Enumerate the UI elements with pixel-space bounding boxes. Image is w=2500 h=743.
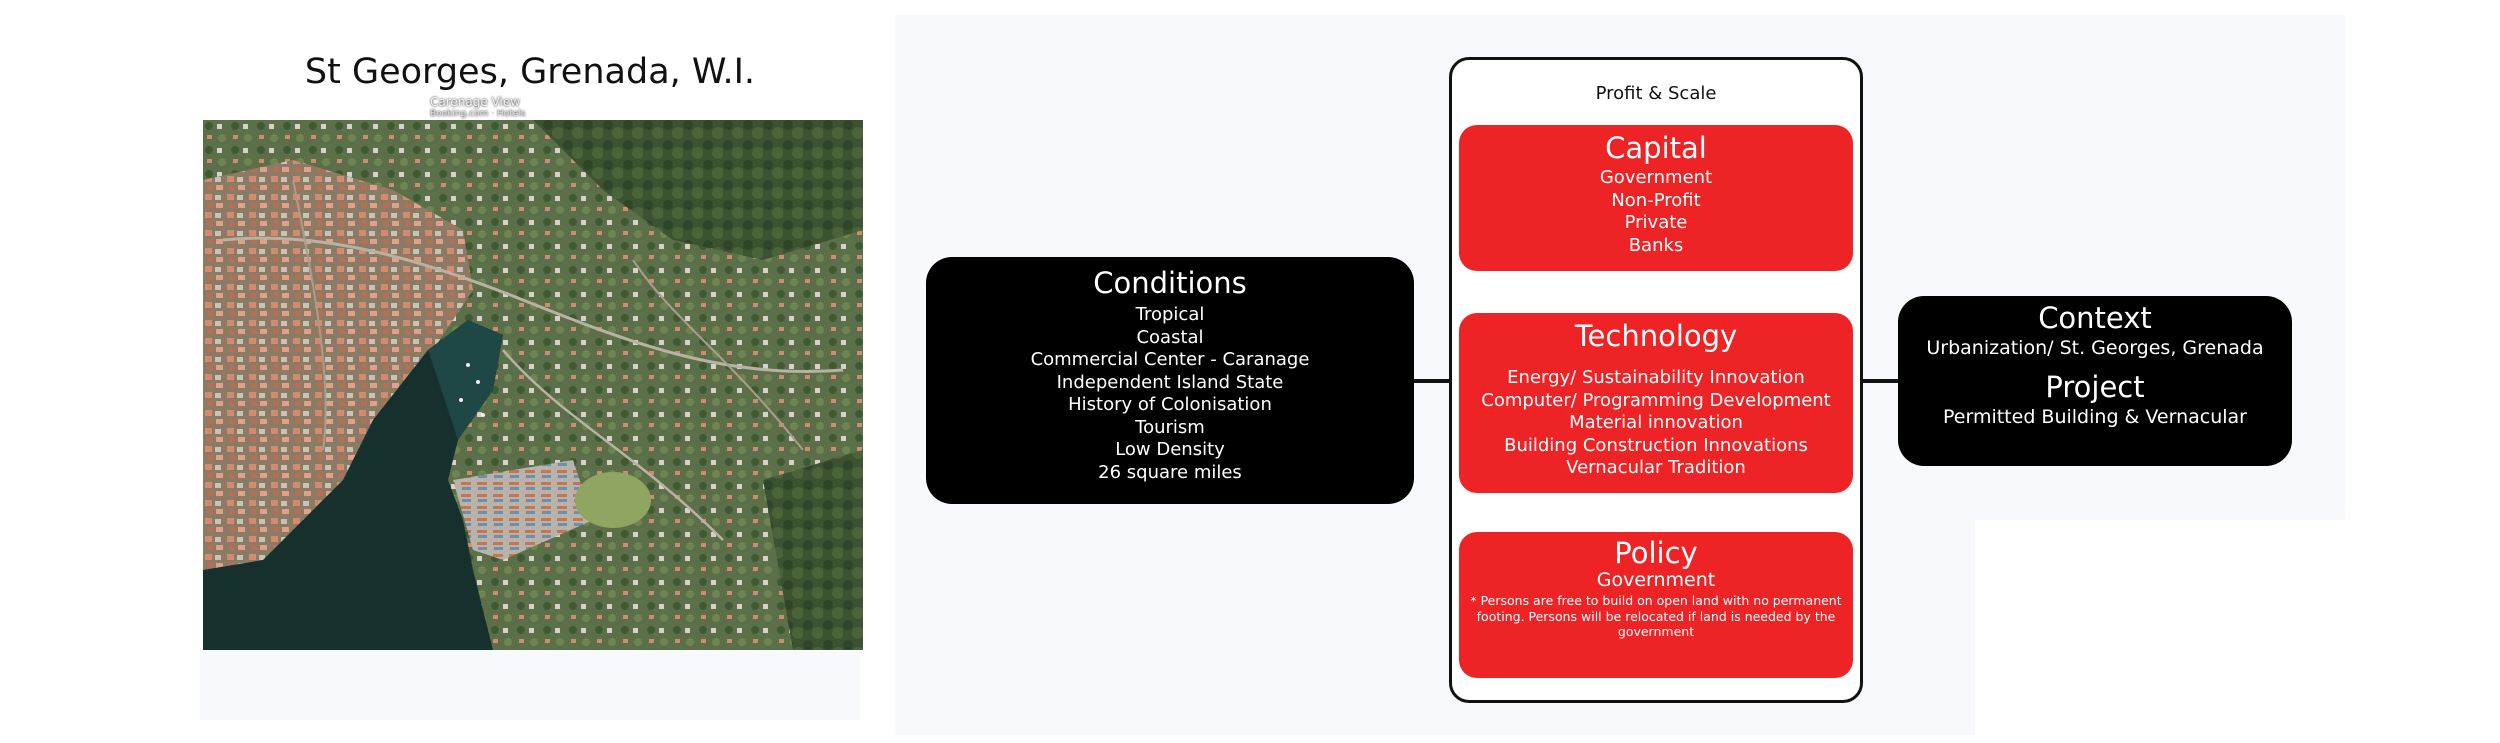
- capital-item: Non-Profit: [1611, 189, 1701, 211]
- technology-title: Technology: [1574, 319, 1738, 353]
- conditions-item: 26 square miles: [1098, 461, 1242, 483]
- conditions-item: Coastal: [1136, 326, 1204, 348]
- technology-item: Vernacular Tradition: [1566, 457, 1746, 478]
- technology-item: Computer/ Programming Development: [1481, 389, 1831, 411]
- capital-item: Banks: [1628, 234, 1684, 256]
- policy-subtitle: Government: [1596, 569, 1716, 591]
- policy-title: Policy: [1614, 536, 1698, 570]
- map-title: St Georges, Grenada, W.I.: [304, 52, 756, 92]
- capital-item: Government: [1599, 167, 1713, 188]
- technology-item: Energy/ Sustainability Innovation: [1507, 367, 1805, 388]
- context-text: Urbanization/ St. Georges, Grenada: [1926, 337, 2264, 359]
- conditions-item: History of Colonisation: [1068, 394, 1272, 415]
- conditions-title: Conditions: [1093, 266, 1247, 300]
- capital-box: [1459, 125, 1853, 271]
- policy-note: * Persons are free to build on open land with no permanent footing. Persons will be relocated if land is needed by the government: [1470, 593, 1842, 639]
- technology-box: [1459, 313, 1853, 493]
- capital-item: Private: [1624, 212, 1688, 233]
- conditions-item: Low Density: [1115, 439, 1225, 460]
- context-box: [1898, 296, 2292, 466]
- map-place-label-name: Carenage View: [430, 95, 521, 109]
- conditions-item: Tourism: [1135, 416, 1205, 438]
- project-title: Project: [2045, 370, 2145, 404]
- conditions-item: Commercial Center - Caranage: [1030, 349, 1310, 370]
- background-panel-left: [200, 650, 860, 720]
- project-text: Permitted Building & Vernacular: [1943, 406, 2247, 428]
- connector-frame-context: [1863, 379, 1898, 383]
- capital-title: Capital: [1605, 131, 1707, 165]
- technology-item: Material innovation: [1569, 412, 1743, 433]
- conditions-box: [926, 257, 1414, 504]
- conditions-list: [926, 304, 1414, 484]
- map-place-label-sub: Booking.com · Hotels: [430, 109, 526, 119]
- profit-scale-title: Profit & Scale: [1595, 83, 1717, 104]
- technology-list: [1459, 367, 1853, 480]
- connector-conditions-frame: [1414, 379, 1449, 383]
- context-title: Context: [2038, 301, 2152, 335]
- technology-item: Building Construction Innovations: [1504, 434, 1808, 456]
- aerial-map-image: [203, 120, 863, 650]
- policy-box: [1459, 532, 1853, 678]
- map-place-label: [430, 96, 570, 120]
- conditions-item: Independent Island State: [1056, 371, 1284, 393]
- capital-list: [1459, 167, 1853, 257]
- conditions-item: Tropical: [1135, 304, 1205, 325]
